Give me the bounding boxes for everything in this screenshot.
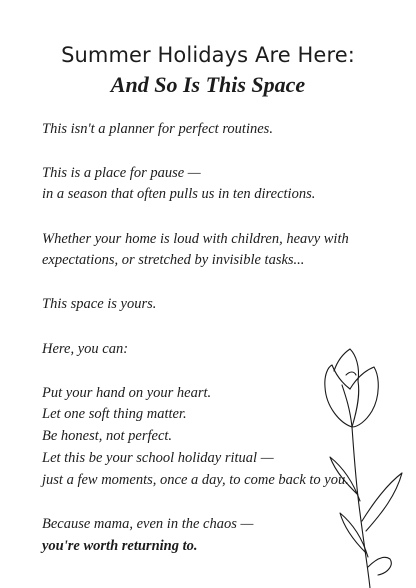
space-is-yours: This space is yours. bbox=[42, 296, 157, 312]
list-item: Be honest, not perfect. bbox=[42, 428, 173, 444]
list-item: just a few moments, once a day, to come back to you. bbox=[42, 472, 349, 488]
home-line-1: Whether your home is loud with children, heavy with bbox=[42, 231, 349, 247]
list-item: Put your hand on your heart. bbox=[42, 385, 212, 401]
pause-line-2: in a season that often pulls us in ten directions. bbox=[42, 186, 316, 202]
here-you-can: Here, you can: bbox=[42, 341, 129, 357]
page-subtitle: And So Is This Space bbox=[110, 72, 306, 97]
tulip-line-art-icon bbox=[300, 345, 416, 588]
list-item: Let one soft thing matter. bbox=[42, 406, 187, 422]
home-line-2: expectations, or stretched by invisible tasks... bbox=[42, 252, 305, 268]
list-item: Let this be your school holiday ritual — bbox=[42, 450, 274, 466]
page-title: Summer Holidays Are Here: bbox=[61, 43, 355, 67]
closing-line-1: Because mama, even in the chaos — bbox=[42, 516, 254, 532]
pause-line-1: This is a place for pause — bbox=[42, 165, 201, 181]
intro-paragraph: This isn't a planner for perfect routines. bbox=[42, 121, 273, 137]
closing-line-2: you're worth returning to. bbox=[42, 538, 198, 554]
